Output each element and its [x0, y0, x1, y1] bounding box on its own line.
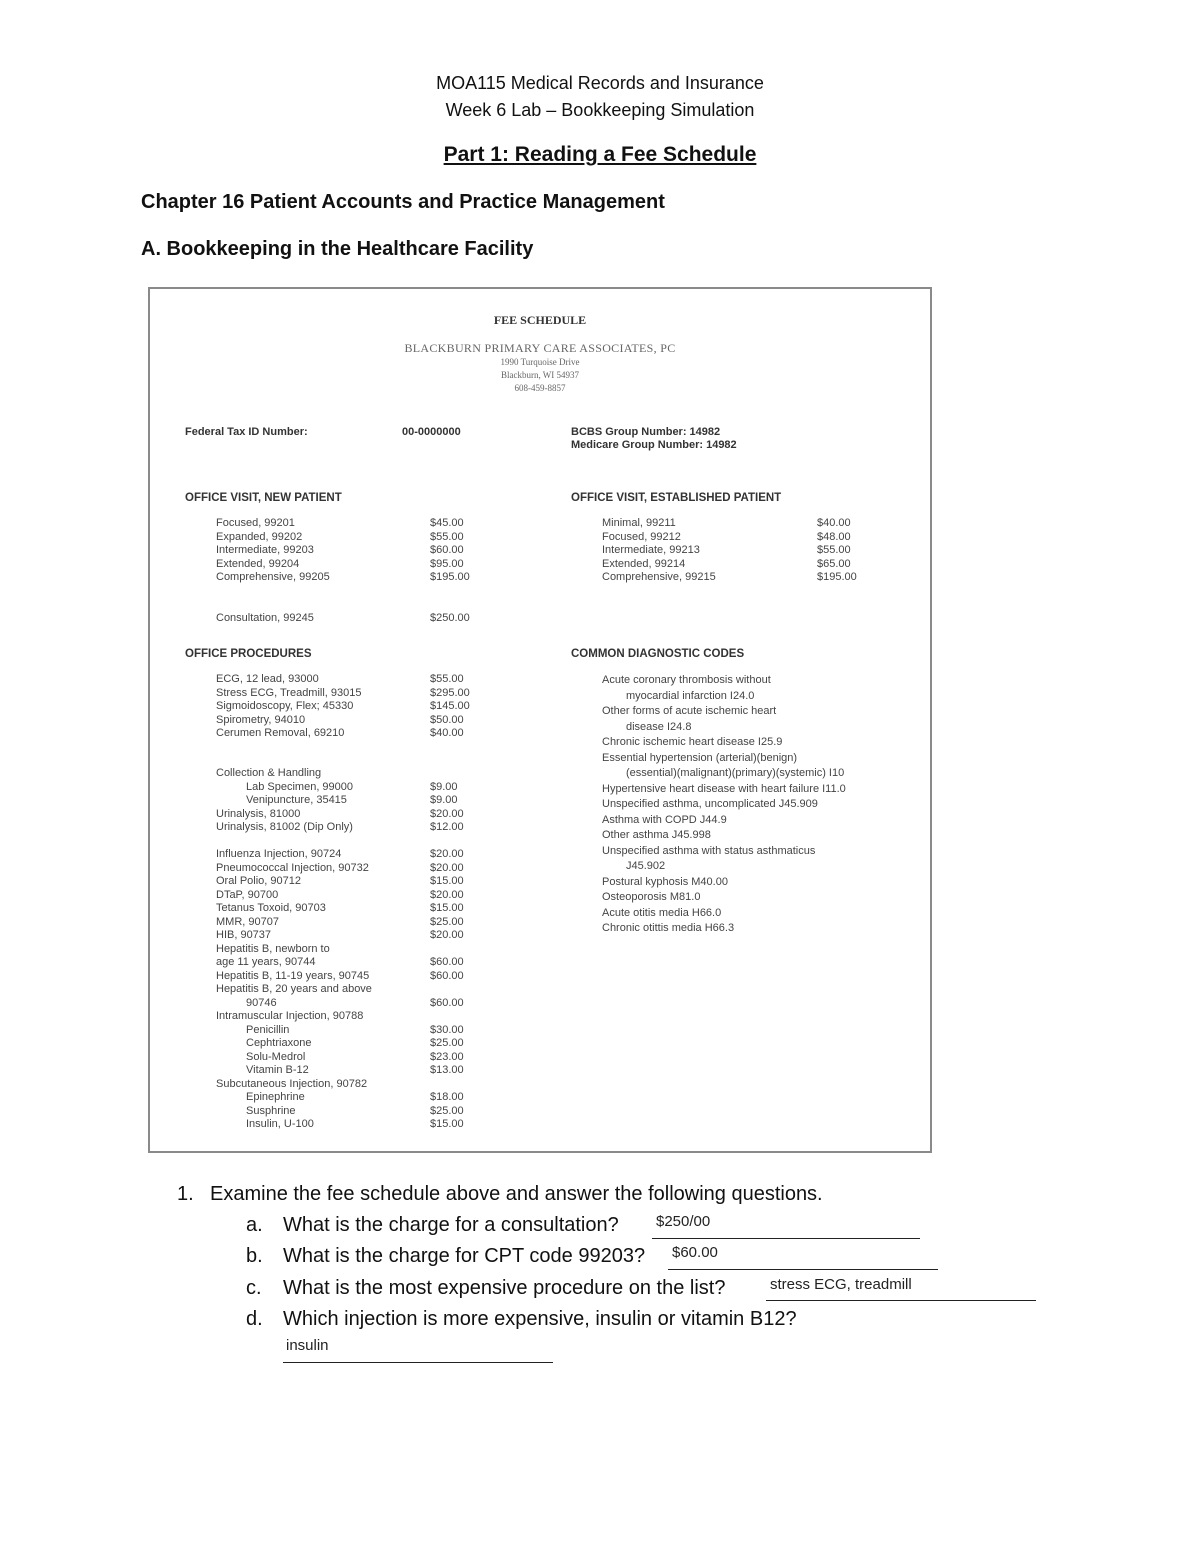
fee-item-price: $25.00: [430, 1104, 464, 1117]
fee-item-name: Vitamin B-12: [246, 1064, 309, 1076]
fee-item-name: 90746: [246, 996, 277, 1009]
fee-item-name: HIB, 90737: [216, 929, 272, 941]
fee-item-name: Minimal, 99211: [602, 517, 676, 529]
fee-item-price: $15.00: [430, 902, 464, 914]
fee-item-price: $45.00: [430, 517, 464, 529]
diagnostic-code: Other forms of acute ischemic heart: [602, 705, 777, 717]
fee-schedule: [148, 287, 932, 1153]
diagnostic-codes-list: [602, 673, 846, 937]
fee-item-price: $25.00: [430, 915, 464, 928]
chapter-heading: Chapter 16 Patient Accounts and Practice Management: [141, 191, 665, 213]
question-number: 1.: [177, 1183, 194, 1205]
diagnostic-code: Chronic ischemic heart disease I25.9: [602, 736, 783, 748]
fee-item-price: $195.00: [817, 571, 857, 583]
fee-item-name: Cephtriaxone: [246, 1037, 312, 1049]
fee-item-name: Expanded, 99202: [216, 530, 303, 543]
diagnostic-code: Other asthma J45.998: [602, 829, 711, 841]
question-c-letter: c.: [246, 1277, 262, 1299]
fee-item-name: Oral Polio, 90712: [216, 875, 301, 887]
fee-item-name: Lab Specimen, 99000: [246, 780, 354, 793]
answer-c[interactable]: stress ECG, treadmill: [770, 1276, 912, 1293]
fee-item-price: $40.00: [817, 517, 851, 529]
fee-item-name: Tetanus Toxoid, 90703: [216, 902, 326, 914]
fee-item-name: Hepatitis B, 11-19 years, 90745: [216, 969, 370, 982]
bcbs-group-number: BCBS Group Number: 14982: [571, 426, 721, 438]
fee-item-name: Extended, 99204: [216, 557, 300, 570]
established-patient-heading: OFFICE VISIT, ESTABLISHED PATIENT: [571, 492, 782, 504]
fee-item-name: Penicillin: [246, 1023, 290, 1036]
fee-item-name: Intermediate, 99203: [216, 544, 314, 556]
procedures-group2-prices: [430, 767, 464, 835]
fee-item-name: Comprehensive, 99215: [602, 571, 716, 583]
practice-name: BLACKBURN PRIMARY CARE ASSOCIATES, PC: [404, 341, 676, 355]
fee-item-price: $145.00: [430, 700, 470, 712]
fee-item-name: Focused, 99201: [216, 517, 295, 529]
fee-item-name: Intermediate, 99213: [602, 544, 700, 556]
fee-item-name: MMR, 90707: [216, 915, 279, 928]
fee-item-price: [430, 767, 464, 781]
answer-a[interactable]: $250/00: [656, 1213, 711, 1230]
fee-item-price: $55.00: [817, 544, 851, 556]
fee-item-name: Spirometry, 94010: [216, 713, 306, 726]
fee-item-price: $15.00: [430, 875, 464, 887]
diagnostic-code: Chronic otittis media H66.3: [602, 922, 735, 934]
fee-item-price: $20.00: [430, 848, 464, 860]
tax-id-value: 00-0000000: [402, 426, 461, 438]
answer-c-line[interactable]: [766, 1300, 1036, 1301]
fee-item-price: [430, 943, 464, 957]
fee-item-price: $13.00: [430, 1064, 464, 1076]
fee-item-name: Intramuscular Injection, 90788: [216, 1010, 364, 1022]
fee-item-price: $50.00: [430, 713, 464, 726]
fee-item-name: Focused, 99212: [602, 530, 681, 543]
fee-item-price: $195.00: [430, 571, 470, 583]
diagnostic-code: (essential)(malignant)(primary)(systemic) I10: [626, 767, 845, 779]
tax-id-label: Federal Tax ID Number:: [185, 426, 308, 438]
fee-item-price: $23.00: [430, 1050, 464, 1063]
fee-item-price: $65.00: [817, 557, 851, 570]
diagnostic-code: Acute otitis media H66.0: [602, 906, 722, 919]
fee-item-price: [430, 1078, 464, 1092]
fee-item-price: $15.00: [430, 1118, 464, 1130]
fee-item-name: Solu-Medrol: [246, 1050, 306, 1063]
diagnostic-code: Hypertensive heart disease with heart failure I11.0: [602, 782, 846, 795]
fee-item-name: Stress ECG, Treadmill, 93015: [216, 686, 362, 699]
fee-item-price: $295.00: [430, 686, 470, 699]
fee-item-name: Urinalysis, 81000: [216, 807, 301, 820]
fee-item-name: ECG, 12 lead, 93000: [216, 673, 319, 685]
diagnostic-code: disease I24.8: [626, 720, 692, 733]
diagnostic-codes-heading: COMMON DIAGNOSTIC CODES: [571, 648, 745, 660]
practice-address-line1: 1990 Turquoise Drive: [500, 357, 580, 367]
fee-item-price: $55.00: [430, 530, 464, 543]
practice-address-line2: Blackburn, WI 54937: [500, 370, 580, 380]
fee-item-name: Subcutaneous Injection, 90782: [216, 1077, 368, 1090]
fee-item-name: Comprehensive, 99205: [216, 571, 330, 583]
fee-item-price: $20.00: [430, 888, 464, 901]
fee-item-price: $20.00: [430, 929, 464, 941]
fee-item-name: Venipuncture, 35415: [246, 794, 347, 806]
fee-item-name: Insulin, U-100: [246, 1118, 314, 1130]
fee-item-price: $60.00: [430, 544, 464, 556]
diagnostic-code: J45.902: [626, 860, 666, 872]
fee-item-price: $25.00: [430, 1037, 464, 1049]
procedures-group2-names: [216, 767, 353, 835]
fee-item-name: Epinephrine: [246, 1091, 305, 1103]
procedures-heading: OFFICE PROCEDURES: [185, 648, 312, 660]
fee-item-name: Cerumen Removal, 69210: [216, 727, 345, 739]
fee-item-name: DTaP, 90700: [216, 888, 279, 901]
diagnostic-code: Unspecified asthma with status asthmaticus: [602, 844, 816, 857]
question-a-text: What is the charge for a consultation?: [283, 1214, 619, 1236]
procedures-group1-names: [216, 673, 362, 741]
diagnostic-code: myocardial infarction I24.0: [626, 689, 755, 702]
section-heading: A. Bookkeeping in the Healthcare Facility: [141, 238, 534, 260]
fee-item-price: $55.00: [430, 673, 464, 685]
fee-item-price: $30.00: [430, 1023, 464, 1036]
new-patient-names: [216, 517, 330, 585]
fee-item-price: $12.00: [430, 821, 464, 833]
fee-item-name: Hepatitis B, 20 years and above: [216, 983, 372, 995]
answer-b-line[interactable]: [668, 1269, 938, 1270]
fee-schedule-title: FEE SCHEDULE: [493, 313, 587, 327]
fee-item-price: [430, 983, 464, 997]
fee-item-name: age 11 years, 90744: [216, 956, 316, 968]
diagnostic-code: Essential hypertension (arterial)(benign): [602, 751, 798, 764]
fee-item-price: $60.00: [430, 969, 464, 982]
fee-item-price: $18.00: [430, 1091, 464, 1103]
fee-item-name: Extended, 99214: [602, 557, 686, 570]
fee-item-name: Pneumococcal Injection, 90732: [216, 861, 369, 874]
medicare-group-number: Medicare Group Number: 14982: [571, 439, 737, 451]
question-b-text: What is the charge for CPT code 99203?: [283, 1245, 646, 1267]
established-patient-names: [602, 517, 716, 585]
fee-item-price: $40.00: [430, 727, 464, 739]
fee-item-name: Susphrine: [246, 1104, 296, 1117]
fee-item-name: Urinalysis, 81002 (Dip Only): [216, 821, 353, 833]
diagnostic-code: Osteoporosis M81.0: [602, 891, 701, 903]
fee-item-price: $20.00: [430, 861, 464, 874]
question-b-letter: b.: [246, 1245, 263, 1267]
question-a-letter: a.: [246, 1214, 263, 1236]
answer-d-line[interactable]: [283, 1362, 553, 1363]
answer-d[interactable]: insulin: [286, 1337, 329, 1354]
established-patient-prices: [817, 517, 857, 585]
answer-b[interactable]: $60.00: [672, 1244, 718, 1261]
new-patient-heading: OFFICE VISIT, NEW PATIENT: [185, 492, 342, 504]
fee-item-price: $9.00: [430, 780, 458, 793]
new-patient-prices: [430, 517, 470, 585]
question-c-text: What is the most expensive procedure on the list?: [283, 1277, 726, 1299]
fee-item-name: Influenza Injection, 90724: [216, 848, 342, 860]
diagnostic-code: Acute coronary thrombosis without: [602, 674, 771, 686]
fee-item-price: $9.00: [430, 794, 458, 806]
practice-phone: 608-459-8857: [514, 383, 566, 393]
lab-title: Week 6 Lab – Bookkeeping Simulation: [445, 100, 755, 120]
fee-item-price: $60.00: [430, 996, 464, 1009]
fee-item-price: [430, 1010, 464, 1024]
fee-item-name: Collection & Handling: [216, 767, 322, 779]
question-d-text: Which injection is more expensive, insulin or vitamin B12?: [283, 1308, 797, 1330]
diagnostic-code: Unspecified asthma, uncomplicated J45.909: [602, 798, 818, 810]
diagnostic-code: Asthma with COPD J44.9: [602, 813, 727, 826]
fee-item-name: Hepatitis B, newborn to: [216, 942, 330, 955]
part-heading: Part 1: Reading a Fee Schedule: [443, 143, 757, 166]
procedures-group3-names: [216, 848, 372, 1132]
procedures-group3-prices: [430, 848, 464, 1132]
fee-item-name: Sigmoidoscopy, Flex; 45330: [216, 700, 354, 712]
course-title: MOA115 Medical Records and Insurance: [436, 73, 764, 93]
fee-item-price: $60.00: [430, 956, 464, 968]
fee-item-price: $95.00: [430, 557, 464, 570]
consultation-name: Consultation, 99245: [216, 612, 314, 624]
procedures-group1-prices: [430, 673, 470, 741]
answer-a-line[interactable]: [652, 1238, 920, 1239]
question-prompt: Examine the fee schedule above and answer the following questions.: [210, 1183, 823, 1205]
fee-item-price: $20.00: [430, 807, 464, 820]
consultation-price: $250.00: [430, 612, 470, 624]
question-d-letter: d.: [246, 1308, 263, 1330]
diagnostic-code: Postural kyphosis M40.00: [602, 875, 728, 888]
fee-item-price: $48.00: [817, 530, 851, 543]
